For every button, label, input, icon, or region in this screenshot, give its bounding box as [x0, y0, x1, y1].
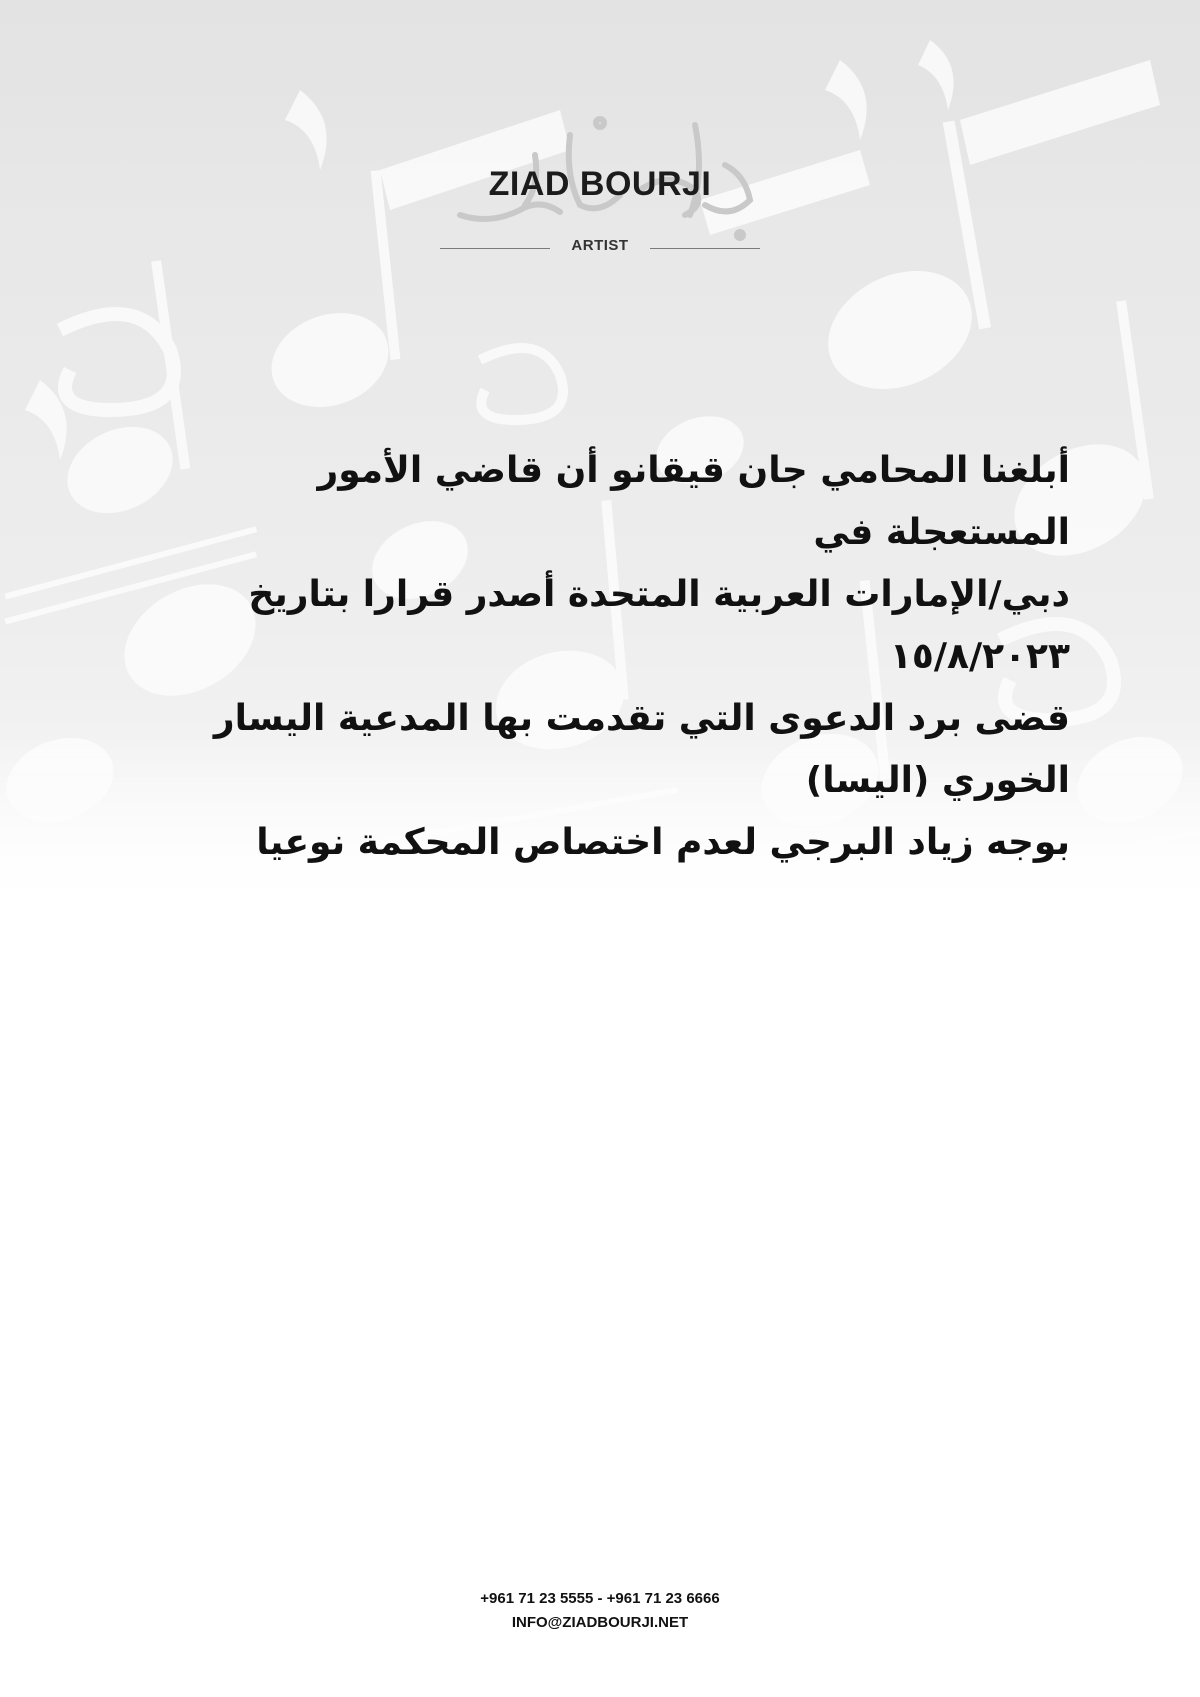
- footer-email: INFO@ZIADBOURJI.NET: [511, 1614, 689, 1631]
- divider-line-right: [650, 248, 760, 249]
- statement-line: دبي/الإمارات العربية المتحدة أصدر قرارا بتاريخ ١٥/٨/٢٠٢٣: [248, 574, 1070, 677]
- contact-footer: [0, 1587, 1200, 1635]
- artist-role: ARTIST: [571, 237, 629, 254]
- statement-line: بوجه زياد البرجي لعدم اختصاص المحكمة نوعيا: [256, 822, 1070, 863]
- role-divider: [440, 237, 760, 257]
- footer-phones: +961 71 23 5555 - +961 71 23 6666: [480, 1590, 720, 1607]
- artist-name: ZIAD BOURJI: [488, 165, 712, 203]
- statement-body: [160, 440, 1070, 874]
- statement-line: أبلغنا المحامي جان قيقانو أن قاضي الأمور المستعجلة في: [317, 450, 1070, 553]
- statement-line: قضى برد الدعوى التي تقدمت بها المدعية اليسار الخوري (اليسا): [213, 698, 1070, 801]
